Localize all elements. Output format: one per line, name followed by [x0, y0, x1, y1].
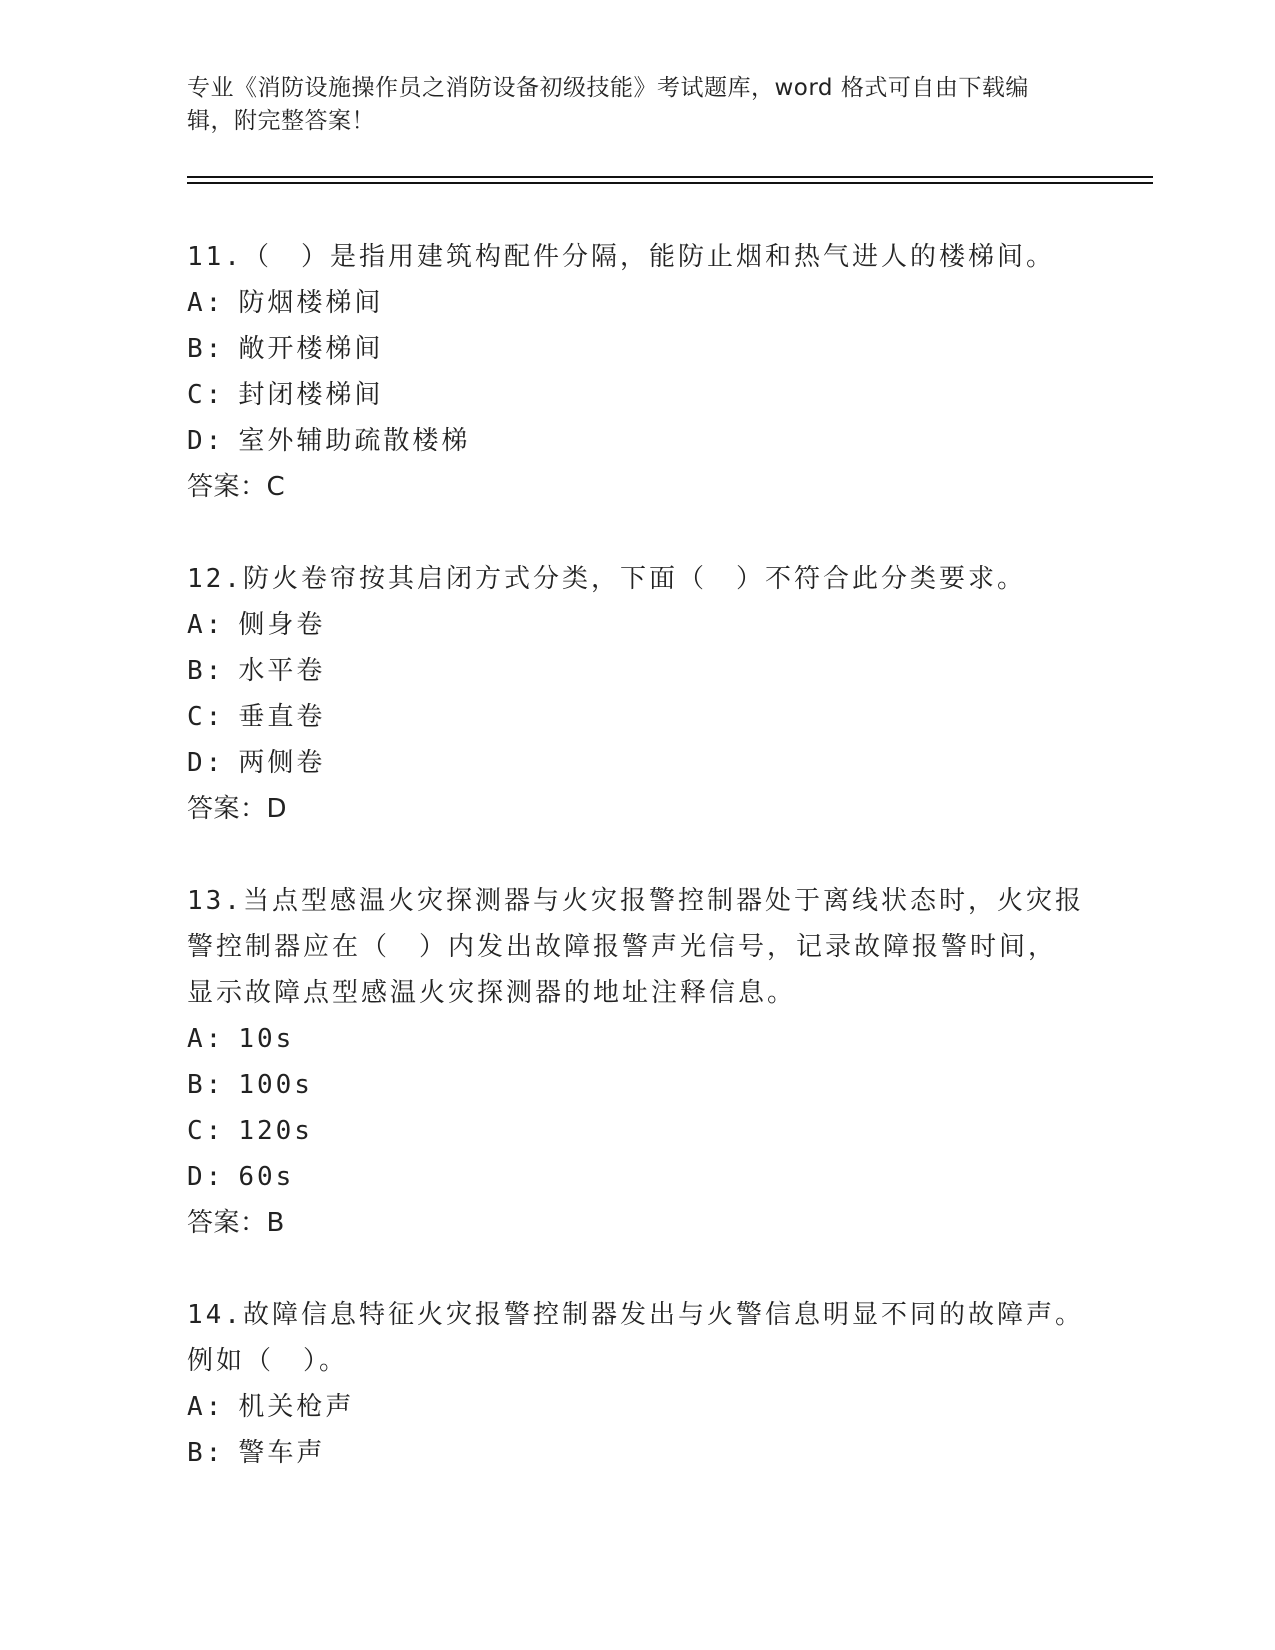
option-b [187, 326, 1087, 372]
question-item [187, 878, 1087, 1246]
option-letter: C: [187, 380, 225, 410]
option-text: 垂直卷 [238, 702, 326, 732]
option-letter: B: [187, 334, 225, 364]
option-letter: B: [187, 1070, 225, 1100]
option-b [187, 1430, 1087, 1476]
question-item [187, 556, 1087, 832]
option-text: 敞开楼梯间 [238, 334, 384, 364]
option-d [187, 1154, 1087, 1200]
answer-line: 答案：C [187, 472, 286, 502]
question-item [187, 234, 1087, 510]
question-stem: 12.防火卷帘按其启闭方式分类，下面（ ）不符合此分类要求。 [187, 564, 1026, 594]
option-text: 侧身卷 [238, 610, 326, 640]
question-stem-line-1: 14.故障信息特征火灾报警控制器发出与火警信息明显不同的故障声。 [187, 1300, 1084, 1330]
option-letter: D: [187, 426, 225, 456]
answer-line: 答案：B [187, 1208, 285, 1238]
option-text: 机关枪声 [238, 1392, 355, 1422]
option-letter: A: [187, 1392, 225, 1422]
option-letter: D: [187, 1162, 225, 1192]
option-text: 10s [238, 1024, 295, 1054]
question-list [187, 234, 1087, 1522]
question-stem-line-3: 显示故障点型感温火灾探测器的地址注释信息。 [187, 978, 797, 1008]
option-text: 封闭楼梯间 [238, 380, 384, 410]
header-divider-bottom [187, 182, 1153, 184]
option-text: 警车声 [238, 1438, 326, 1468]
option-text: 100s [238, 1070, 313, 1100]
question-stem-line-2: 例如（ ）。 [187, 1346, 349, 1376]
option-letter: B: [187, 1438, 225, 1468]
header-divider-top [187, 176, 1153, 178]
answer-line: 答案：D [187, 794, 288, 824]
option-letter: C: [187, 1116, 225, 1146]
option-letter: C: [187, 702, 225, 732]
option-c [187, 372, 1087, 418]
option-text: 防烟楼梯间 [238, 288, 384, 318]
option-letter: D: [187, 748, 225, 778]
option-a [187, 1016, 1087, 1062]
document-header [187, 72, 1087, 138]
option-c [187, 694, 1087, 740]
option-text: 室外辅助疏散楼梯 [238, 426, 471, 456]
option-a [187, 1384, 1087, 1430]
option-text: 60s [238, 1162, 295, 1192]
header-line-1: 专业《消防设施操作员之消防设备初级技能》考试题库，word 格式可自由下载编 [187, 75, 1029, 101]
option-text: 水平卷 [238, 656, 326, 686]
option-d [187, 740, 1087, 786]
option-d [187, 418, 1087, 464]
question-stem-line-1: 13.当点型感温火灾探测器与火灾报警控制器处于离线状态时，火灾报 [187, 886, 1084, 916]
option-a [187, 602, 1087, 648]
option-letter: A: [187, 610, 225, 640]
option-text: 两侧卷 [238, 748, 326, 778]
option-letter: A: [187, 1024, 225, 1054]
option-letter: B: [187, 656, 225, 686]
question-item [187, 1292, 1087, 1476]
option-b [187, 648, 1087, 694]
option-c [187, 1108, 1087, 1154]
question-stem: 11.（ ）是指用建筑构配件分隔，能防止烟和热气进人的楼梯间。 [187, 242, 1055, 272]
question-stem-line-2: 警控制器应在（ ）内发出故障报警声光信号，记录故障报警时间， [187, 932, 1058, 962]
header-line-2: 辑，附完整答案！ [187, 108, 375, 134]
option-a [187, 280, 1087, 326]
option-b [187, 1062, 1087, 1108]
option-letter: A: [187, 288, 225, 318]
option-text: 120s [238, 1116, 313, 1146]
